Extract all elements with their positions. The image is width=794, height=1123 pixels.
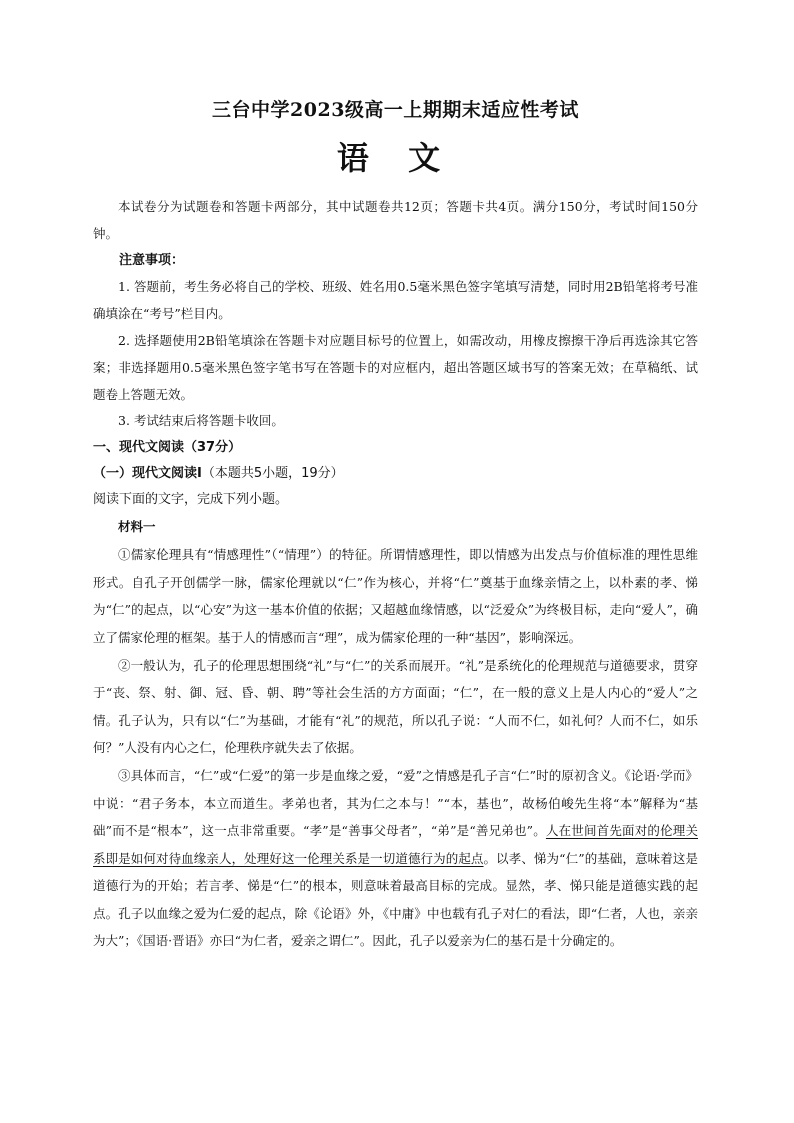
note-item-3: 3. 考试结束后将答题卡收回。 xyxy=(118,413,284,429)
exam-title: 三台中学2023级高一上期期末适应性考试 xyxy=(212,99,579,121)
subsection-heading-rest: （本题共5小题，19分） xyxy=(201,466,344,482)
material-paragraph-2: ②一般认为，孔子的伦理思想围绕“礼”与“仁”的关系而展开。“礼”是系统化的伦理规范与道德要求，贯穿于“丧、祭、射、御、冠、昏、朝、聘”等社会生活的方方面面；“仁”，在一般的意义上是人内心的“爱人”之情。孔子认为，只有以“仁”为基础，才能有“礼”的规范，所以孔子说：“人而不仁，如礼何？人而不仁，如乐何？”人没有内心之仁，伦理秩序就失去了依据。 xyxy=(93,657,698,756)
note-item-2: 2. 选择题使用2B铅笔填涂在答题卡对应题目标号的位置上，如需改动，用橡皮擦擦干净后再选涂其它答案；非选择题用0.5毫米黑色签字笔书写在答题卡的对应框内，超出答题区域书写的答案无效；在草稿纸、试题卷上答题无效。 xyxy=(93,332,698,402)
note-item-1: 1. 答题前，考生务必将自己的学校、班级、姓名用0.5毫米黑色签字笔填写清楚，同时用2B铅笔将考号准确填涂在“考号”栏目内。 xyxy=(93,279,698,322)
material-label: 材料一 xyxy=(118,519,156,535)
p3-text-before: ③具体而言，“仁”或“仁爱”的第一步是血缘之爱，“爱”之情感是孔子言“仁”时的原初含义。《论语·学而》中说：“君子务本，本立而道生。孝弟也者，其为仁之本与！”“本，基也”，故杨伯峻先生将“本”解释为“基础”而不是“根本”，这一点非常重要。“孝”是“善事父母者”，“弟”是“善兄弟也”。 xyxy=(93,767,698,839)
p3-underlined-sentence: 人在世间首先面对的伦理关系即是如何对待血缘亲人，处理好这一伦理关系是一切道德行为的起点 xyxy=(93,823,698,866)
exam-page xyxy=(93,96,698,955)
subsection-heading xyxy=(93,461,698,487)
notes-heading: 注意事项： xyxy=(119,252,185,268)
material-paragraph-3 xyxy=(93,762,698,955)
reading-instruction: 阅读下面的文字，完成下列小题。 xyxy=(93,492,289,508)
material-paragraph-1: ①儒家伦理具有“情感理性”（“情理”）的特征。所谓情感理性，即以情感为出发点与价值标准的理性思维形式。自孔子开创儒学一脉，儒家伦理就以“仁”作为核心，并将“仁”奠基于血缘亲情之上，以朴素的孝、悌为“仁”的起点，以“心安”为这一基本价值的依据；又超越血缘情感，以“泛爱众”为终极目标，走向“爱人”，确立了儒家伦理的框架。基于人的情感而言“理”，成为儒家伦理的一种“基因”，影响深远。 xyxy=(93,547,698,645)
p3-text-after: 。以孝、悌为“仁”的基础，意味着这是道德行为的开始；若言孝、悌是“仁”的根本，则意味着最高目标的完成。显然，孝、悌只能是道德实践的起点。孔子以血缘之爱为仁爱的起点，除《论语》外，《中庸》中也载有孔子对仁的看法，即“仁者，人也，亲亲为大”；《国语·晋语》亦曰“为仁者，爱亲之谓仁”。因此，孔子以爱亲为仁的基石是十分确定的。 xyxy=(93,850,698,949)
subsection-heading-bold: （一）现代文阅读Ⅰ xyxy=(93,466,202,482)
section-heading: 一、现代文阅读（37分） xyxy=(93,440,242,456)
intro-paragraph: 本试卷分为试题卷和答题卡两部分，其中试题卷共12页；答题卡共4页。满分150分，考试时间150分钟。 xyxy=(93,199,698,241)
subject-title: 语 文 xyxy=(336,139,455,177)
